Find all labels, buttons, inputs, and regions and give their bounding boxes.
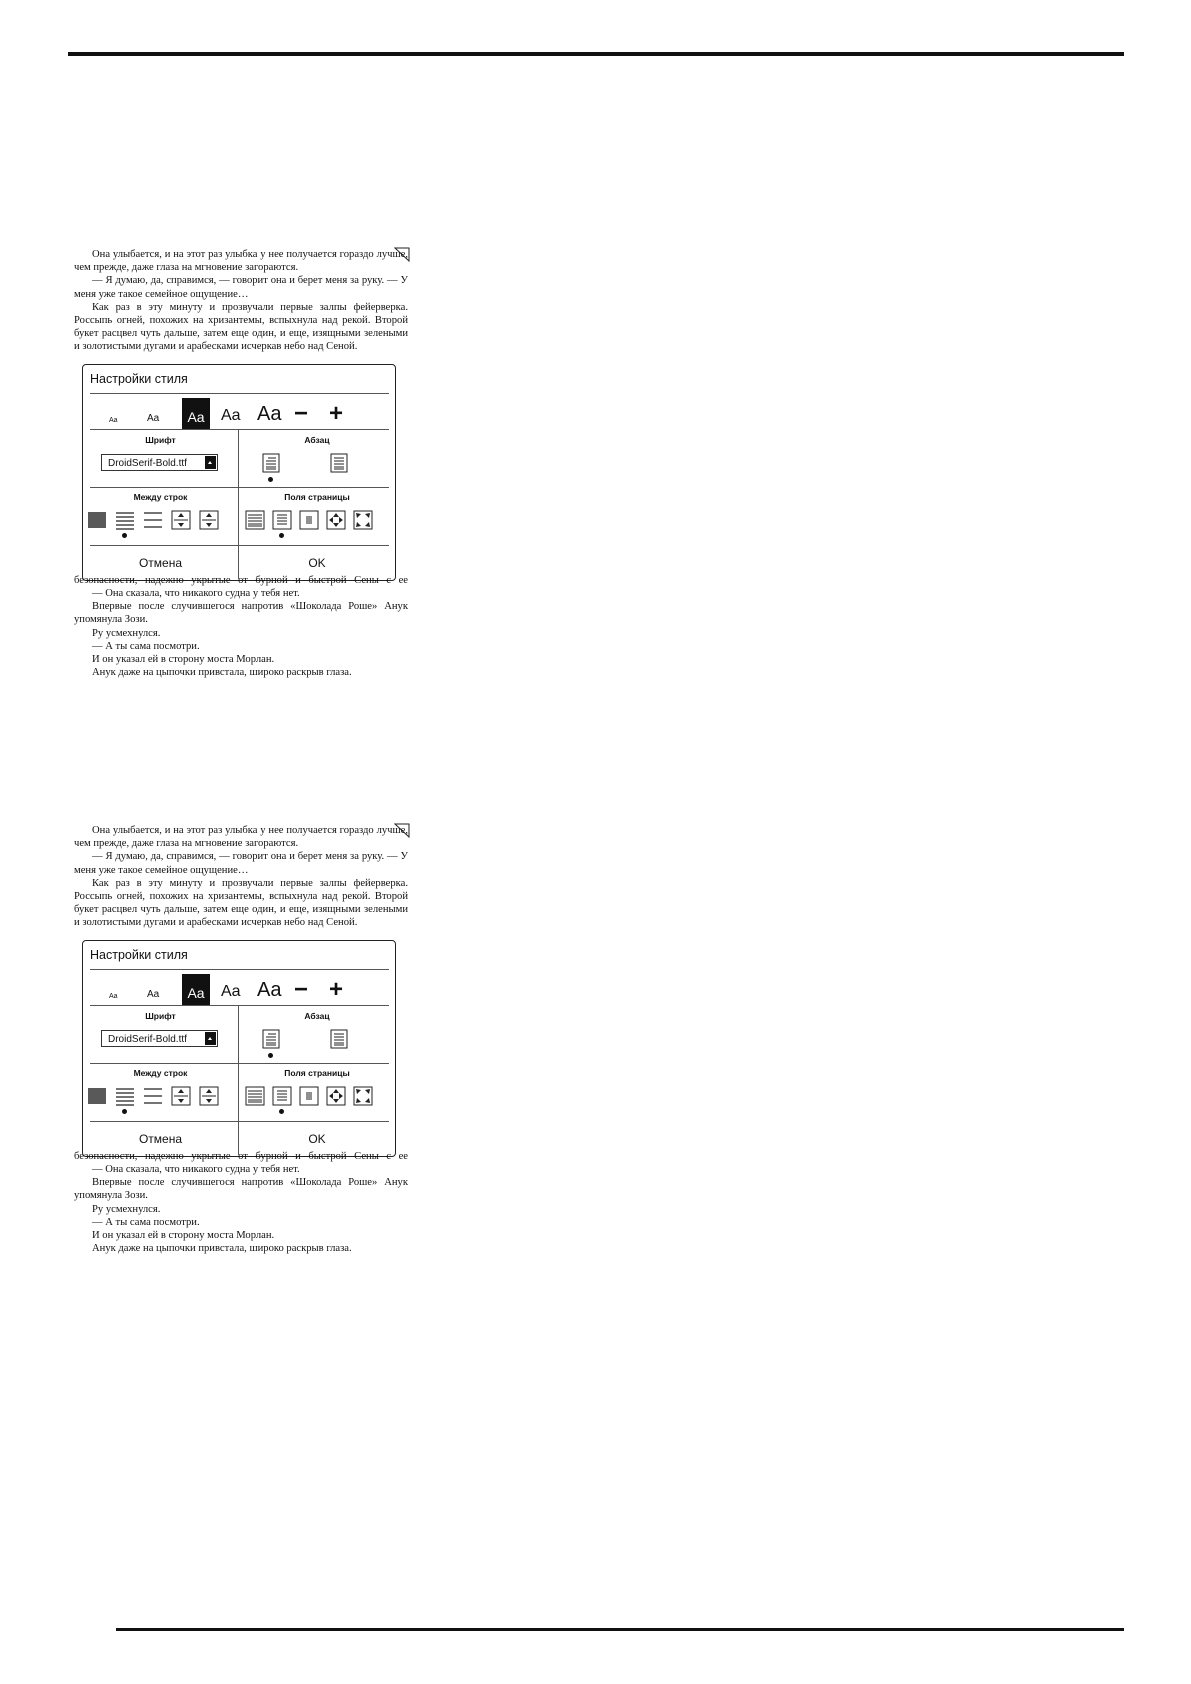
font-size-l[interactable]: Aa <box>221 983 241 1000</box>
margin-expand-icon[interactable] <box>326 510 346 530</box>
paragraph-block-icon[interactable] <box>329 1029 349 1049</box>
spacing-normal-icon[interactable] <box>115 1086 135 1106</box>
font-size-plus-button[interactable]: + <box>329 400 344 427</box>
text-paragraph: — Она сказала, что никакого судна у тебя нет. <box>92 588 300 599</box>
font-size-s[interactable]: Aa <box>147 413 160 424</box>
text-paragraph: Как раз в эту минуту и прозвучали первые залпы фейерверка. Россыпь огней, похожих на хризантемы, вспыхнула над рекой. Второй букет расцвел чуть дальше, затем еще один, и еще, изящными зелеными и золотистыми дугами и арабесками исчеркав небо над Сеной. <box>74 877 408 929</box>
font-size-row <box>83 974 395 1006</box>
font-select[interactable] <box>101 1030 218 1047</box>
ok-button[interactable]: OK <box>308 556 326 570</box>
font-size-s[interactable]: Aa <box>147 989 160 1000</box>
margin-small-icon[interactable] <box>272 1086 292 1106</box>
spacing-decrease-icon[interactable] <box>171 1086 191 1106</box>
margin-none-icon[interactable] <box>245 510 265 530</box>
margin-small-icon[interactable] <box>272 510 292 530</box>
font-select[interactable] <box>101 454 218 471</box>
ok-button[interactable]: OK <box>308 1132 326 1146</box>
margin-large-icon[interactable] <box>299 510 319 530</box>
reader-text-bottom <box>74 1150 408 1255</box>
font-size-xl[interactable]: Aa <box>257 403 282 425</box>
font-size-minus-button[interactable]: − <box>294 400 309 427</box>
margins-selected-dot <box>279 533 284 538</box>
text-paragraph: И он указал ей в сторону моста Морлан. <box>92 1230 275 1242</box>
text-paragraph: — Я думаю, да, справимся, — говорит она и берет меня за руку. — У меня уже такое семейное ощущение… <box>74 275 408 300</box>
cancel-button[interactable]: Отмена <box>138 556 183 570</box>
text-paragraph: Впервые после случившегося напротив «Шоколада Роше» Анук упомянула Зози. <box>74 1177 408 1202</box>
reader-text-top <box>74 248 408 354</box>
spacing-dense-icon[interactable] <box>87 1086 107 1106</box>
spacing-decrease-icon[interactable] <box>171 510 191 530</box>
reader-text-top <box>74 824 408 930</box>
font-size-plus-button[interactable]: + <box>329 976 344 1003</box>
text-paragraph: — А ты сама посмотри. <box>92 1216 200 1228</box>
line-spacing-selected-dot <box>122 1109 127 1114</box>
reader-screenshot-2 <box>74 824 408 1274</box>
paragraph-section-label: Абзац <box>304 435 330 445</box>
margins-section-label: Поля страницы <box>284 1068 350 1078</box>
font-size-row <box>83 398 395 430</box>
paragraph-selected-dot <box>268 1053 273 1058</box>
text-paragraph: Ру усмехнулся. <box>92 1203 161 1215</box>
text-paragraph: Ру усмехнулся. <box>92 627 161 639</box>
font-size-l[interactable]: Aa <box>221 407 241 424</box>
spacing-normal-icon[interactable] <box>115 510 135 530</box>
margin-none-icon[interactable] <box>245 1086 265 1106</box>
margin-shrink-icon[interactable] <box>353 510 373 530</box>
text-paragraph: Анук даже на цыпочки привстала, широко раскрыв глаза. <box>92 667 352 679</box>
paragraph-indent-icon[interactable] <box>261 453 281 473</box>
spacing-increase-icon[interactable] <box>199 1086 219 1106</box>
text-paragraph: Впервые после случившегося напротив «Шоколада Роше» Анук упомянула Зози. <box>74 601 408 626</box>
paragraph-block-icon[interactable] <box>329 453 349 473</box>
font-section-label: Шрифт <box>145 1011 176 1021</box>
spacing-dense-icon[interactable] <box>87 510 107 530</box>
text-paragraph: Анук даже на цыпочки привстала, широко раскрыв глаза. <box>92 1243 352 1255</box>
font-select-value: DroidSerif-Bold.ttf <box>108 1034 187 1045</box>
paragraph-selected-dot <box>268 477 273 482</box>
style-settings-dialog <box>82 940 396 1157</box>
spacing-wide-icon[interactable] <box>143 1086 163 1106</box>
line-spacing-section-label: Между строк <box>133 492 188 502</box>
margin-shrink-icon[interactable] <box>353 1086 373 1106</box>
text-paragraph: безопасности, надежно укрытые от бурной и быстрой Сены с ее <box>74 1151 408 1162</box>
style-settings-dialog <box>82 364 396 581</box>
text-paragraph: Она улыбается, и на этот раз улыбка у нее получается гораздо лучше, чем прежде, даже глаза на мгновение загораются. <box>74 825 408 850</box>
bottom-rule <box>116 1628 1124 1631</box>
text-paragraph: — Она сказала, что никакого судна у тебя нет. <box>92 1164 300 1175</box>
dropdown-arrow-icon <box>205 1032 216 1045</box>
font-size-m-selected[interactable]: Aa <box>182 974 210 1006</box>
font-size-xl[interactable]: Aa <box>257 979 282 1001</box>
top-rule <box>68 52 1124 56</box>
text-paragraph: безопасности, надежно укрытые от бурной и быстрой Сены с ее <box>74 575 408 586</box>
text-paragraph: — А ты сама посмотри. <box>92 640 200 652</box>
paragraph-section-label: Абзац <box>304 1011 330 1021</box>
dropdown-arrow-icon <box>205 456 216 469</box>
reader-screenshot-1 <box>74 248 408 698</box>
reader-text-bottom <box>74 574 408 679</box>
font-section-label: Шрифт <box>145 435 176 445</box>
font-size-m-selected[interactable]: Aa <box>182 398 210 430</box>
text-paragraph: И он указал ей в сторону моста Морлан. <box>92 654 275 666</box>
line-spacing-selected-dot <box>122 533 127 538</box>
spacing-increase-icon[interactable] <box>199 510 219 530</box>
page-corner-icon[interactable] <box>394 822 410 838</box>
text-paragraph: — Я думаю, да, справимся, — говорит она и берет меня за руку. — У меня уже такое семейное ощущение… <box>74 851 408 876</box>
dialog-title: Настройки стиля <box>90 948 188 962</box>
page-corner-icon[interactable] <box>394 246 410 262</box>
font-select-value: DroidSerif-Bold.ttf <box>108 458 187 469</box>
margins-selected-dot <box>279 1109 284 1114</box>
margins-section-label: Поля страницы <box>284 492 350 502</box>
margin-large-icon[interactable] <box>299 1086 319 1106</box>
font-size-xs[interactable]: Aa <box>109 993 118 1000</box>
spacing-wide-icon[interactable] <box>143 510 163 530</box>
paragraph-indent-icon[interactable] <box>261 1029 281 1049</box>
text-paragraph: Она улыбается, и на этот раз улыбка у нее получается гораздо лучше, чем прежде, даже глаза на мгновение загораются. <box>74 249 408 274</box>
line-spacing-section-label: Между строк <box>133 1068 188 1078</box>
cancel-button[interactable]: Отмена <box>138 1132 183 1146</box>
margin-expand-icon[interactable] <box>326 1086 346 1106</box>
text-paragraph: Как раз в эту минуту и прозвучали первые залпы фейерверка. Россыпь огней, похожих на хризантемы, вспыхнула над рекой. Второй букет расцвел чуть дальше, затем еще один, и еще, изящными зелеными и золотистыми дугами и арабесками исчеркав небо над Сеной. <box>74 301 408 353</box>
font-size-minus-button[interactable]: − <box>294 976 309 1003</box>
dialog-title: Настройки стиля <box>90 372 188 386</box>
font-size-xs[interactable]: Aa <box>109 417 118 424</box>
